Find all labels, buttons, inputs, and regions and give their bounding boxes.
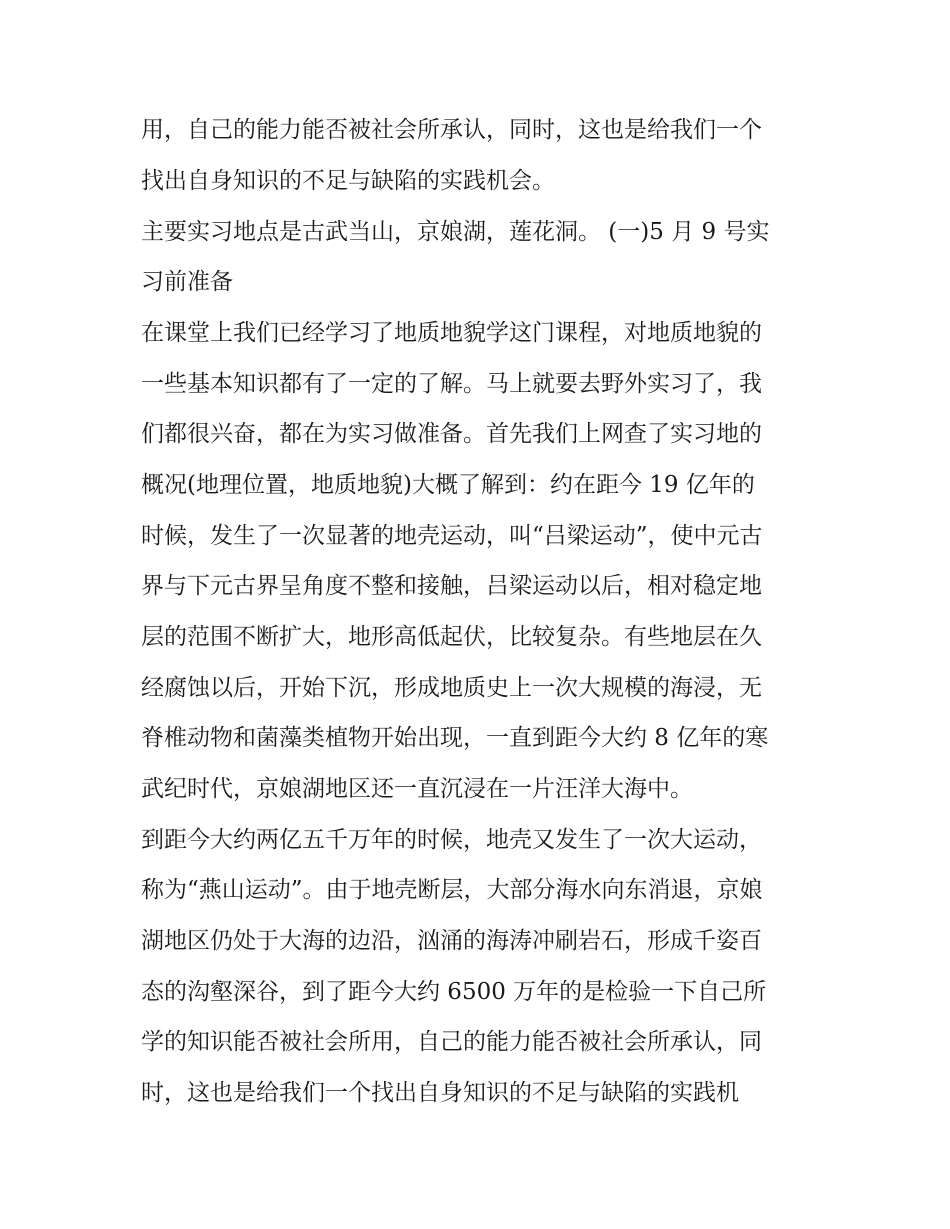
text-line: 概况(地理位置，地质地貌)大概了解到：约在距今 19 亿年的 bbox=[141, 472, 755, 498]
text-line: 脊椎动物和菌藻类植物开始出现，一直到距今大约 8 亿年的寒 bbox=[141, 725, 769, 751]
text-line: 武纪时代，京娘湖地区还一直沉浸在一片汪洋大海中。 bbox=[141, 776, 693, 802]
text-line: 时候，发生了一次显著的地壳运动，叫“吕梁运动”，使中元古 bbox=[141, 523, 763, 549]
text-line: 习前准备 bbox=[141, 269, 233, 295]
text-line: 一些基本知识都有了一定的了解。马上就要去野外实习了，我 bbox=[141, 371, 762, 397]
text-line: 主要实习地点是古武当山，京娘湖，莲花洞。 (一)5 月 9 号实 bbox=[141, 219, 770, 245]
text-line: 用，自己的能力能否被社会所承认，同时，这也是给我们一个 bbox=[141, 117, 762, 143]
text-line: 界与下元古界呈角度不整和接触，吕梁运动以后，相对稳定地 bbox=[141, 573, 762, 599]
text-line: 到距今大约两亿五千万年的时候，地壳又发生了一次大运动， bbox=[141, 827, 762, 853]
text-line: 湖地区仍处于大海的边沿，汹涌的海涛冲刷岩石，形成千姿百 bbox=[141, 928, 762, 954]
text-line: 学的知识能否被社会所用，自己的能力能否被社会所承认，同 bbox=[141, 1029, 762, 1055]
text-line: 找出自身知识的不足与缺陷的实践机会。 bbox=[141, 168, 555, 194]
text-line: 层的范围不断扩大，地形高低起伏，比较复杂。有些地层在久 bbox=[141, 624, 762, 650]
text-line: 在课堂上我们已经学习了地质地貌学这门课程，对地质地貌的 bbox=[141, 320, 762, 346]
text-line: 态的沟壑深谷，到了距今大约 6500 万年的是检验一下自己所 bbox=[141, 979, 767, 1005]
text-line: 们都很兴奋，都在为实习做准备。首先我们上网查了实习地的 bbox=[141, 421, 762, 447]
text-line: 经腐蚀以后，开始下沉，形成地质史上一次大规模的海浸，无 bbox=[141, 675, 762, 701]
text-line: 称为“燕山运动”。由于地壳断层，大部分海水向东消退，京娘 bbox=[141, 877, 763, 903]
text-line: 时，这也是给我们一个找出自身知识的不足与缺陷的实践机 bbox=[141, 1080, 739, 1106]
